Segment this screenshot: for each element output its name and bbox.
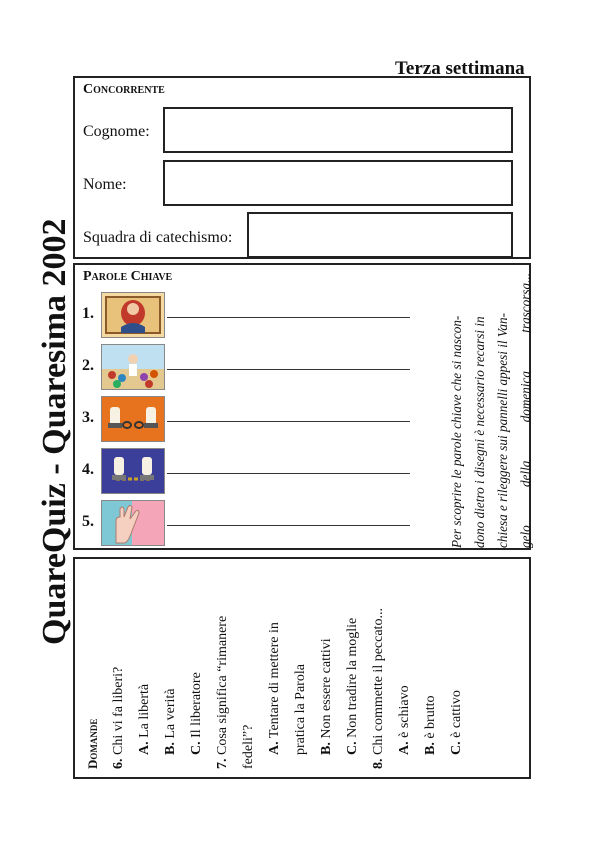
keywords-instruction — [445, 273, 537, 548]
option-text: Cosa significa “rimanere — [215, 615, 230, 759]
questions-heading: Domande — [85, 718, 100, 769]
answer-option — [262, 559, 288, 769]
team-label: Squadra di catechismo: — [83, 229, 233, 246]
answer-option — [132, 559, 158, 769]
answer-line[interactable] — [167, 473, 410, 474]
answer-line[interactable] — [167, 369, 410, 370]
option-label: B. — [319, 742, 334, 755]
crowd-scene-icon — [101, 344, 165, 390]
option-label: B. — [163, 742, 178, 755]
competitor-section — [73, 76, 531, 259]
surname-field[interactable] — [163, 107, 513, 153]
answer-option — [444, 559, 470, 769]
option-label: 8. — [371, 758, 386, 769]
broken-chains-icon — [101, 396, 165, 442]
option-text: è schiavo — [397, 685, 412, 742]
option-label: C. — [189, 741, 204, 755]
option-label: B. — [423, 742, 438, 755]
instruction-line: dono dietro i disegni è necessario recarsi in — [472, 316, 487, 548]
answer-option — [340, 559, 366, 769]
surname-label: Cognome: — [83, 123, 150, 140]
option-text: La libertà — [137, 683, 152, 742]
answer-line[interactable] — [167, 317, 410, 318]
option-text: Tentare di mettere in — [267, 622, 282, 742]
name-label: Nome: — [83, 176, 127, 193]
option-label: C. — [345, 741, 360, 755]
option-label: A. — [397, 741, 412, 755]
side-title: QuareQuiz - Quaresima 2002 — [36, 218, 73, 645]
answer-option — [314, 559, 340, 769]
praying-figure-icon — [101, 292, 165, 338]
instruction-line: chiesa e rileggere sui pannelli appesi il Van- — [495, 312, 510, 548]
option-label: 7. — [215, 758, 230, 769]
option-text: è brutto — [423, 695, 438, 743]
keyword-number: 3. — [82, 409, 94, 426]
option-text: Non tradire la moglie — [345, 617, 360, 742]
keywords-heading: Parole Chiave — [83, 269, 173, 284]
name-field[interactable] — [163, 160, 513, 206]
answer-option — [288, 559, 314, 769]
question-line — [210, 559, 236, 769]
option-text: è cattivo — [449, 690, 464, 742]
option-label: A. — [137, 741, 152, 755]
option-text: La verità — [163, 688, 178, 743]
team-field[interactable] — [247, 212, 513, 258]
answer-option — [392, 559, 418, 769]
answer-option — [418, 559, 444, 769]
questions-list — [80, 559, 520, 769]
keyword-number: 1. — [82, 305, 94, 322]
instruction-line: gelo della domenica trascorsa... — [518, 273, 533, 548]
question-line — [366, 559, 392, 769]
option-text: Chi vi fa liberi? — [111, 666, 126, 759]
option-text: Non essere cattivi — [319, 638, 334, 743]
answer-option — [158, 559, 184, 769]
answer-option — [236, 559, 262, 769]
question-line — [106, 559, 132, 769]
hand-raised-icon — [101, 500, 165, 546]
chained-hands-icon — [101, 448, 165, 494]
option-text: Chi commette il peccato... — [371, 608, 386, 759]
keyword-number: 4. — [82, 461, 94, 478]
option-label: A. — [267, 741, 282, 755]
competitor-heading: Concorrente — [83, 82, 165, 97]
week-label: Terza settimana — [395, 58, 525, 79]
keyword-number: 2. — [82, 357, 94, 374]
option-label: C. — [449, 741, 464, 755]
answer-line[interactable] — [167, 421, 410, 422]
option-text: fedeli”? — [241, 724, 256, 769]
option-text: Il liberatore — [189, 672, 204, 742]
option-text: pratica la Parola — [293, 664, 308, 755]
answer-line[interactable] — [167, 525, 410, 526]
option-label: 6. — [111, 758, 126, 769]
keyword-number: 5. — [82, 513, 94, 530]
instruction-line: Per scoprire le parole chiave che si nascon- — [449, 315, 464, 548]
answer-option — [184, 559, 210, 769]
